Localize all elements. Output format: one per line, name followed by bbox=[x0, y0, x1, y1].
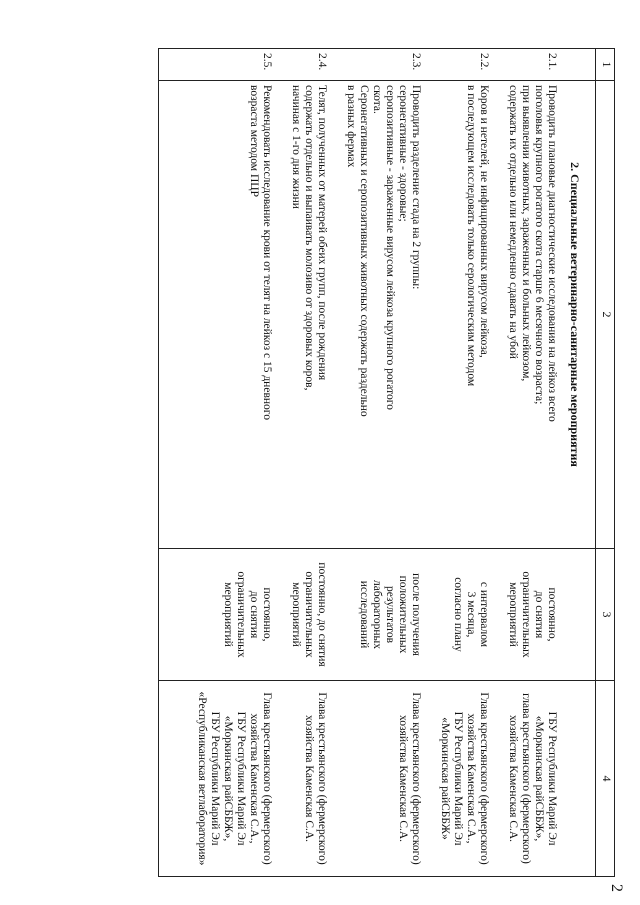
table-row bbox=[424, 49, 492, 877]
term-text-line: постоянно, bbox=[261, 587, 273, 642]
responsible-text-line: хозяйства Каменская С.А. bbox=[507, 714, 519, 843]
term-text-line: постоянно, bbox=[546, 587, 558, 642]
measure-text-line: Рекомендовать исследование крови от телят на лейкоз с 15 дневного bbox=[261, 85, 273, 420]
responsible-text-line: хозяйства Каменская С.А., bbox=[248, 713, 260, 844]
responsible-text bbox=[181, 681, 275, 877]
term-text-line: результатов bbox=[384, 585, 396, 644]
column-header: 1 bbox=[596, 49, 615, 81]
row-number: 2.5. bbox=[181, 49, 275, 81]
measure-text-line: Проводить плановые диагностические исследования на лейкоз всего bbox=[546, 85, 558, 422]
term-text bbox=[275, 549, 330, 681]
measure-text bbox=[330, 81, 424, 549]
term-text-line: исследований bbox=[358, 580, 370, 649]
responsible-text-line: ГБУ Республики Марий Эл bbox=[546, 711, 558, 846]
header-row bbox=[596, 49, 615, 877]
term-text bbox=[181, 549, 275, 681]
measure-text bbox=[275, 81, 330, 549]
row-number: 2.3. bbox=[330, 49, 424, 81]
term-text-line: до снятия bbox=[533, 590, 545, 639]
responsible-text-line: «Моркинская райСББЖ», bbox=[533, 715, 545, 842]
measures-table bbox=[158, 48, 615, 877]
responsible-text-line: ГБУ Республики Марий Эл bbox=[209, 711, 221, 846]
measure-text-line: скота. bbox=[371, 85, 383, 114]
row-number: 2.4. bbox=[275, 49, 330, 81]
responsible-text-line: глава крестьянского (фермерского) bbox=[520, 693, 532, 864]
term-text-line: после получения bbox=[410, 573, 422, 656]
responsible-text-line: Глава крестьянского (фермерского) bbox=[316, 692, 328, 865]
measure-text-line: Телят, полученных от матерей обеих групп, после рождения bbox=[316, 85, 328, 381]
measure-text-line: Проводить разделение стада на 2 группы: bbox=[410, 85, 422, 290]
responsible-text-line: «Моркинская райСББЖ» bbox=[439, 717, 451, 840]
measure-text-line: начиная с 1-го дня жизни bbox=[290, 85, 302, 209]
responsible-text-line: ГБУ Республики Марий Эл bbox=[235, 711, 247, 846]
term-text-line: положительных bbox=[397, 575, 409, 654]
term-text-line: мероприятий bbox=[222, 582, 234, 647]
responsible-text bbox=[275, 681, 330, 877]
measure-text-line: Серонегативных и серопозитивных животных содержать раздельно bbox=[358, 85, 370, 417]
responsible-text-line: Глава крестьянского (фермерского) bbox=[410, 692, 422, 865]
measure-text-line: в разных фермах bbox=[345, 85, 357, 168]
responsible-text-line: «Республиканская ветлаборатория» bbox=[196, 691, 208, 866]
term-text-line: до снятия bbox=[248, 590, 260, 639]
row-number: 2.1. bbox=[492, 49, 560, 81]
measure-text bbox=[424, 81, 492, 549]
term-text-line: мероприятий bbox=[507, 582, 519, 647]
row-number: 2.2. bbox=[424, 49, 492, 81]
responsible-text-line: хозяйства Каменская С.А. bbox=[397, 714, 409, 843]
column-header: 3 bbox=[596, 549, 615, 681]
responsible-text bbox=[424, 681, 492, 877]
term-text bbox=[330, 549, 424, 681]
responsible-text-line: ГБУ Республики Марий Эл bbox=[452, 711, 464, 846]
responsible-text bbox=[330, 681, 424, 877]
responsible-text-line: «Моркинская райСББЖ», bbox=[222, 715, 234, 842]
table-row bbox=[181, 49, 275, 877]
measure-text-line: содержать отдельно и выпаивать молозиво от здоровых коров, bbox=[303, 85, 315, 391]
measure-text-line: серопозитивные - зараженные вирусом лейкоза крупного рогатого bbox=[384, 85, 396, 410]
responsible-text-line: хозяйства Каменская С.А. bbox=[303, 714, 315, 843]
measure-text-line: содержать их отдельно или немедленно сдавать на убой bbox=[507, 85, 519, 359]
measure-text-line: при выявлении животных, зараженных и больных лейкозом, bbox=[520, 85, 532, 382]
section-title: 2. Специальные ветеринарно-санитарные мероприятия bbox=[560, 81, 596, 549]
table-row bbox=[492, 49, 560, 877]
term-text-line: лабораторных bbox=[371, 579, 383, 649]
term-text-line: 3 месяца, bbox=[465, 591, 477, 638]
term-text-line: постоянно, до снятия bbox=[316, 562, 328, 667]
measure-text bbox=[181, 81, 275, 549]
measure-text-line: в последующем исследовать только серологическим методом bbox=[465, 85, 477, 387]
table-row bbox=[275, 49, 330, 877]
responsible-text-line: Глава крестьянского (фермерского) bbox=[261, 692, 273, 865]
table-row bbox=[330, 49, 424, 877]
term-text-line: ограничительных bbox=[520, 571, 532, 658]
term-text-line: мероприятий bbox=[290, 582, 302, 647]
term-text-line: согласно плану bbox=[452, 577, 464, 652]
responsible-text-line: Глава крестьянского (фермерского) bbox=[478, 692, 490, 865]
measure-text-line: Коров и нетелей, не инфицированных вирусом лейкоза, bbox=[478, 85, 490, 358]
section-row bbox=[560, 49, 596, 877]
responsible-text bbox=[492, 681, 560, 877]
term-text-line: с интервалом bbox=[478, 581, 490, 648]
term-text bbox=[424, 549, 492, 681]
measure-text bbox=[492, 81, 560, 549]
term-text-line: ограничительных bbox=[303, 571, 315, 658]
column-header: 2 bbox=[596, 81, 615, 549]
measure-text-line: возраста методом ПЦР bbox=[248, 85, 260, 197]
responsible-text-line: хозяйства Каменская С.А., bbox=[465, 713, 477, 844]
table-bottom-row bbox=[159, 49, 182, 877]
measure-text-line: серонегативные - здоровые; bbox=[397, 85, 409, 222]
column-header: 4 bbox=[596, 681, 615, 877]
measure-text-line: поголовья крупного рогатого скота старше 6 месячного возраста; bbox=[533, 85, 545, 405]
page-number: 2 bbox=[608, 884, 625, 892]
term-text bbox=[492, 549, 560, 681]
term-text-line: ограничительных bbox=[235, 571, 247, 658]
